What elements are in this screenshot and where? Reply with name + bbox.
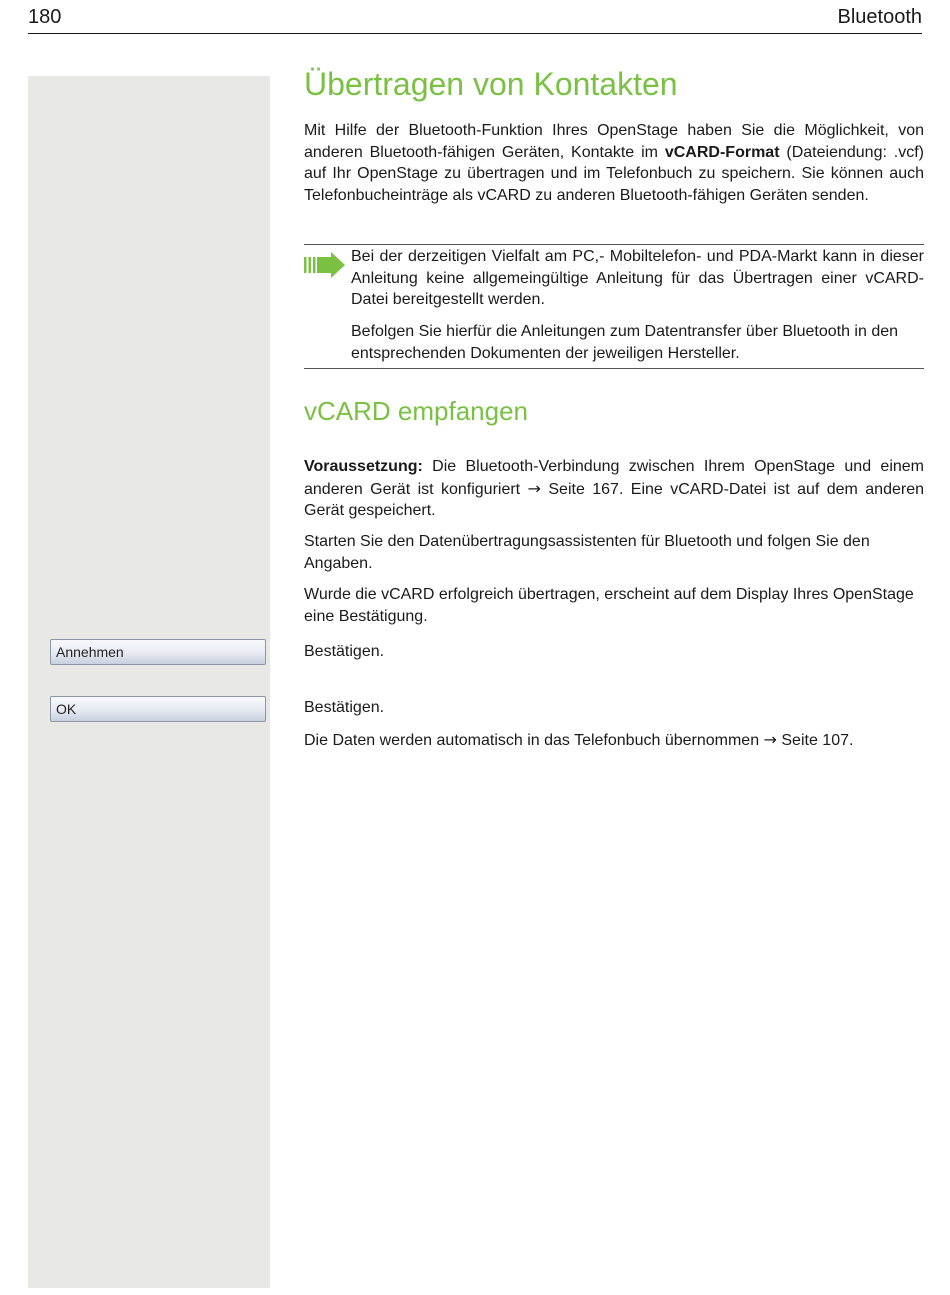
final-paragraph [304,729,924,752]
precondition-label: Voraussetzung: [304,458,423,475]
arrow-note-icon [304,252,346,283]
note-paragraph-2: Befolgen Sie hierfür die Anleitungen zum Datentransfer über Bluetooth in den entsprechenden Dokumenten der jeweiligen Hersteller. [351,323,899,362]
intro-text-rest: (Dateiendung: .vcf) auf Ihr OpenStage zu übertragen und im Telefonbuch zu speichern. Sie können auch Telefonbucheinträge als vCARD zu anderen Bluetooth-fähigen Geräten senden. [304,143,925,204]
ok-softkey[interactable]: OK [50,696,266,722]
page-title: Übertragen von Kontakten [304,66,678,102]
sidebar [28,76,270,1288]
note-top-rule [304,244,924,245]
final-text: Die Daten werden automatisch in das Telefonbuch übernommen [304,732,764,749]
intro-text: Mit Hilfe der Bluetooth-Funktion Ihres OpenStage haben Sie die Möglichkeit, von anderen Bluetooth-fähigen Geräten, Kontakte im [304,122,924,161]
start-paragraph: Starten Sie den Datenübertragungsassistenten für Bluetooth und folgen Sie den Angaben. [304,533,870,572]
section-subtitle: vCARD empfangen [304,396,528,426]
success-paragraph: Wurde die vCARD erfolgreich übertragen, erscheint auf dem Display Ihres OpenStage eine Bestätigung. [304,586,914,625]
ref-arrow-icon: → [527,478,541,498]
note-bottom-rule [304,368,924,369]
header-rule [28,33,922,34]
intro-bold: vCARD-Format [664,143,780,161]
final-arrow-icon: → [763,730,777,749]
precondition-paragraph [304,456,924,522]
section-title: Bluetooth [837,6,922,28]
intro-paragraph [304,120,924,206]
accept-softkey[interactable]: Annehmen [50,639,266,665]
page-number: 180 [28,6,62,28]
step-confirm-1: Bestätigen. [304,643,385,660]
final-ref: Seite 107. [776,732,854,749]
precondition-text: Die Bluetooth-Verbindung zwischen Ihrem OpenStage und einem anderen Gerät ist konfiguriert [304,458,924,498]
precondition-ref: Seite 167. Eine vCARD-Datei ist auf dem anderen Gerät gespeichert. [304,480,924,519]
note-paragraph-1: Bei der derzeitigen Vielfalt am PC,- Mobiltelefon- und PDA-Markt kann in dieser Anleitung keine allgemeingültige Anleitung für das Übertragen einer vCARD-Datei bereitgestellt werden. [351,248,924,308]
step-confirm-2: Bestätigen. [304,699,385,716]
